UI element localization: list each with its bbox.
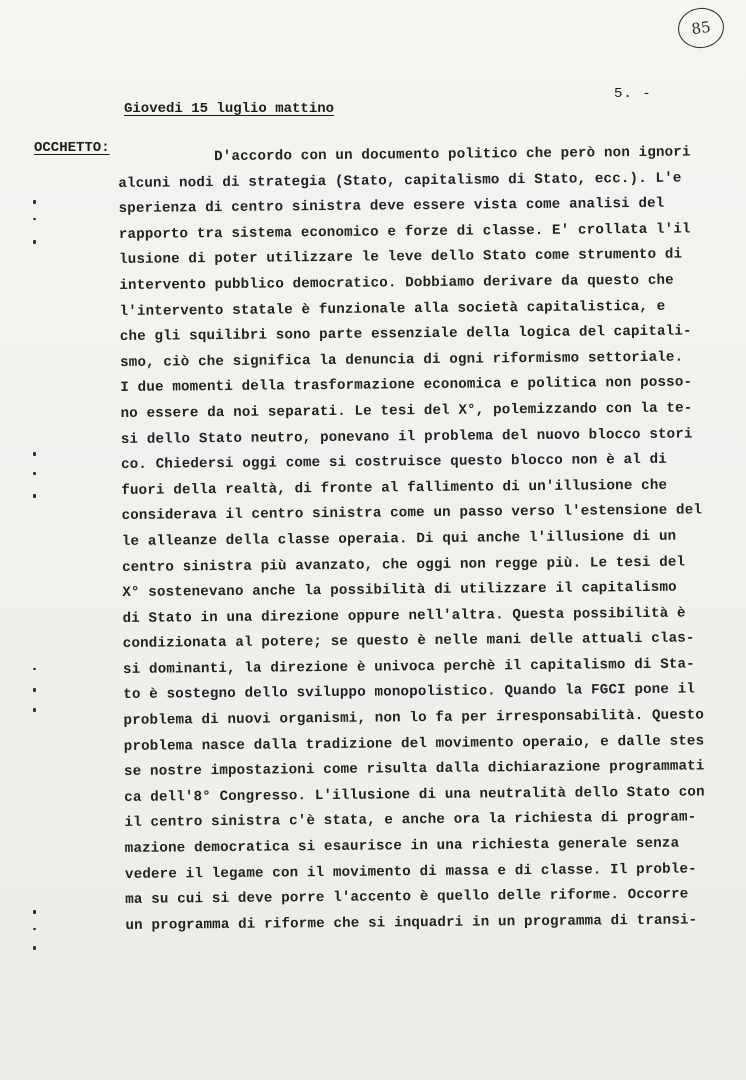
text-line: intervento pubblico democratico. Dobbiamo derivare da questo che: [119, 272, 674, 294]
text-line: ca dell'8° Congresso. L'illusione di una neutralità dello Stato con: [124, 784, 705, 806]
margin-mark: [33, 472, 36, 475]
text-line: condizionata al potere; se questo è nelle mani delle attuali clas-: [122, 630, 695, 653]
text-line: l'intervento statale è funzionale alla società capitalistica, e: [119, 298, 666, 320]
text-line: si dello Stato neutro, ponevano il problema del nuovo blocco stori: [120, 426, 693, 448]
text-line: mazione democratica si esaurisce in una richiesta generale senza: [124, 835, 680, 857]
text-line: considerava il centro sinistra come un passo verso l'estensione del: [121, 502, 703, 525]
text-line: no essere da noi separati. Le tesi del X°, polemizzando con la te-: [120, 400, 693, 422]
text-line: le alleanze della classe operaia. Di qui anche l'illusione di un: [121, 528, 677, 550]
text-line: sperienza di centro sinistra deve essere vista come analisi del: [118, 195, 665, 218]
text-line: un programma di riforme che si inquadri in un programma di transi-: [125, 912, 698, 934]
margin-mark: [33, 708, 36, 712]
archive-stamp: [675, 5, 726, 51]
text-line: ma su cui si deve porre l'accento è quello delle riforme. Occorre: [125, 886, 689, 909]
text-line: il centro sinistra c'è stata, e anche ora la richiesta di program-: [124, 809, 697, 832]
margin-mark: [33, 910, 36, 914]
text-line: alcuni nodi di strategia (Stato, capitalismo di Stato, ecc.). L'e: [118, 170, 682, 192]
text-line: centro sinistra più avanzato, che oggi non regge più. Le tesi del: [121, 554, 686, 576]
text-line: lusione di poter utilizzare le leve dello Stato come strumento di: [119, 246, 683, 269]
margin-mark: [33, 946, 36, 950]
text-line: problema di nuovi organismi, non lo fa per irresponsabilità. Questo: [123, 707, 705, 730]
text-line: X° sostenevano anche la possibilità di utilizzare il capitalismo: [122, 579, 677, 602]
margin-mark: [33, 452, 36, 456]
text-line: se nostre impostazioni come risulta dalla dichiarazione programmati: [123, 758, 705, 781]
text-line: rapporto tra sistema economico e forze di classe. E' crollata l'il: [118, 221, 691, 243]
margin-mark: [33, 200, 36, 204]
margin-mark: [33, 240, 36, 244]
text-line: vedere il legame con il movimento di massa e di classe. Il proble-: [124, 861, 697, 883]
text-line: che gli squilibri sono parte essenziale della logica del capitali-: [119, 323, 692, 346]
speaker-name: OCCHETTO:: [34, 140, 110, 156]
margin-mark: [33, 494, 36, 498]
text-line: co. Chiedersi oggi come si costruisce questo blocco non è al di: [120, 451, 667, 474]
text-line: to è sostegno dello sviluppo monopolistico. Quando la FGCI pone il: [123, 681, 696, 704]
text-line: problema nasce dalla tradizione del movimento operaio, e dalle stes: [123, 733, 705, 755]
margin-mark: [33, 928, 36, 930]
text-line: fuori della realtà, di fronte al fallimento di un'illusione che: [121, 477, 668, 499]
margin-mark: [33, 688, 36, 692]
stamp-number: 85: [690, 17, 712, 39]
margin-mark: [33, 668, 36, 670]
text-line: smo, ciò che significa la denuncia di ogni riformismo settoriale.: [120, 349, 684, 371]
margin-mark: [33, 218, 36, 220]
text-line: D'accordo con un documento politico che però non ignori: [214, 144, 691, 166]
speech-body: [118, 140, 716, 939]
text-line: I due momenti della trasformazione economica e politica non posso-: [120, 374, 693, 397]
session-header: Giovedi 15 luglio mattino: [124, 101, 335, 117]
text-line: si dominanti, la direzione è univoca perchè il capitalismo di Sta-: [122, 656, 695, 678]
page-number: 5. -: [614, 86, 652, 102]
text-line: di Stato in una direzione oppure nell'altra. Questa possibilità è: [122, 605, 686, 627]
